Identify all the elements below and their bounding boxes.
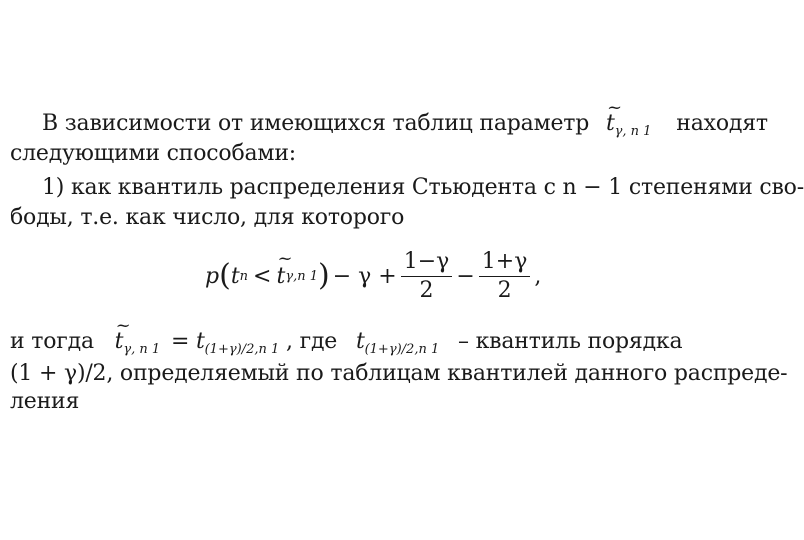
paragraph1-end-word: находят <box>676 111 768 136</box>
paragraph2-tail: – квантиль порядка <box>458 329 683 354</box>
fraction1-numerator: 1−γ <box>401 250 453 277</box>
formula-rhs: − γ + <box>332 263 397 289</box>
fraction2-denominator: 2 <box>497 277 512 303</box>
formula-p: p <box>205 263 220 289</box>
formula-t-n: t <box>230 263 240 289</box>
student-formula <box>205 246 541 306</box>
param-t-subscript: γ, n 1 <box>614 124 652 139</box>
item1-line2: боды, т.е. как число, для которого <box>10 205 405 230</box>
formula-comma: , <box>534 263 542 289</box>
paragraph1-line2: следующими способами: <box>10 141 296 166</box>
paragraph1-text: В зависимости от имеющихся таблиц параметр <box>42 111 590 136</box>
quantile-t: t <box>355 329 365 354</box>
lhs-t-tilde <box>114 329 161 357</box>
paragraph2-line2: (1 + γ)/2, определяемый по таблицам квантилей данного распреде- <box>10 361 788 386</box>
formula-minus: − <box>456 263 475 289</box>
lhs-t-subscript: γ, n 1 <box>123 342 161 357</box>
formula-less-than: < <box>253 263 272 289</box>
fraction2-numerator: 1+γ <box>479 250 531 277</box>
where-word: , где <box>286 329 338 354</box>
param-t-tilde <box>605 111 652 139</box>
formula-t-tilde: ~ t <box>276 264 285 289</box>
lhs-t-var: ~ t <box>115 328 124 356</box>
quantile-t-subscript: (1+γ)/2,n 1 <box>364 342 440 357</box>
equals-t: = t <box>170 329 205 354</box>
paragraph2-line1 <box>10 328 682 364</box>
fraction1-denominator: 2 <box>419 277 434 303</box>
formula-t-n-sub: n <box>239 268 249 284</box>
paragraph2-start: и тогда <box>10 329 94 354</box>
paragraph2-line3: ления <box>10 389 80 414</box>
formula-open-paren: ( <box>219 258 231 293</box>
item1-line1: 1) как квантиль распределения Стьюдента с n − 1 степенями сво- <box>42 175 804 200</box>
formula-fraction-1 <box>401 250 453 303</box>
formula-t-tilde-sub: γ,n 1 <box>285 268 318 284</box>
formula-fraction-2 <box>479 250 531 303</box>
rhs-t-subscript: (1+γ)/2,n 1 <box>204 342 280 357</box>
formula-close-paren: ) <box>318 258 330 293</box>
param-t-var: ~ t <box>606 110 615 138</box>
